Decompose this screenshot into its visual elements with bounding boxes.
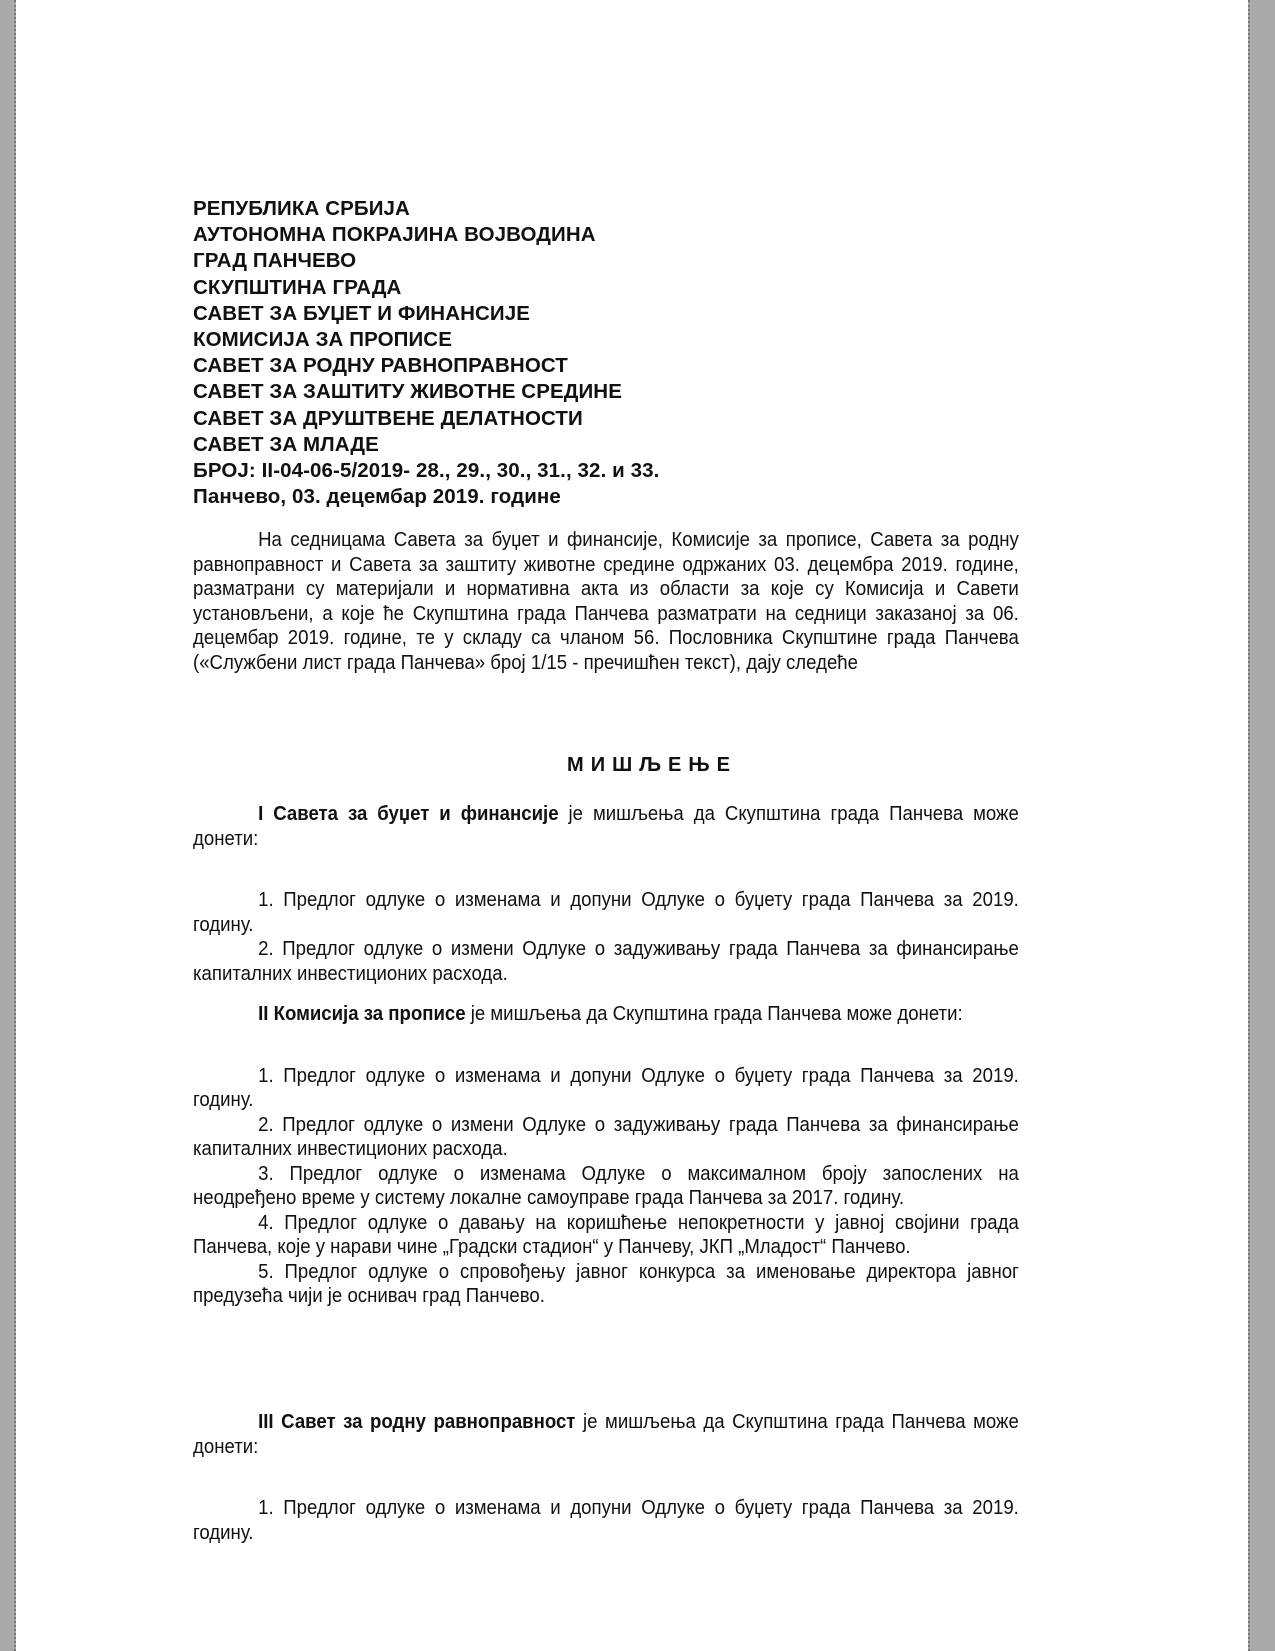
place-date: Панчево, 03. децембар 2019. године: [193, 485, 561, 509]
section-2-heading: [193, 1002, 1019, 1027]
section-3: [193, 1410, 1019, 1545]
document-header: [193, 196, 659, 510]
header-social-council: САВЕТ ЗА ДРУШТВЕНЕ ДЕЛАТНОСТИ: [193, 406, 583, 430]
header-city: ГРАД ПАНЧЕВО: [193, 249, 357, 273]
intro-paragraph: На седницама Савета за буџет и финансије, Комисије за прописе, Савета за родну равноправност и Савета за заштиту животне средине одржаних 03. децембра 2019. године, разматрани су материјали и нормативна акта из области за које су Комисија и Савети установљени, а које ће Скупштина града Панчева разматрати на седници заказаној за 06. децембар 2019. године, те у складу са чланом 56. Пословника Скупштине града Панчева («Службени лист града Панчева» број 1/15 - пречишћен текст), дају следеће: [193, 529, 1019, 674]
header-youth-council: САВЕТ ЗА МЛАДЕ: [193, 432, 379, 456]
scan-edge-right: [1248, 0, 1275, 1651]
header-assembly: СКУПШТИНА ГРАДА: [193, 275, 402, 299]
section-1-item-2: 2. Предлог одлуке о измени Одлуке о задуживању града Панчева за финансирање капиталних инвестиционих расхода.: [193, 938, 1019, 985]
section-2-numeral: II: [258, 1003, 269, 1025]
section-2-body-name: Комисија за прописе: [273, 1003, 466, 1025]
section-1-body-name: Савета за буџет и финансије: [273, 803, 559, 825]
section-2-item-2: 2. Предлог одлуке о измени Одлуке о задуживању града Панчева за финансирање капиталних инвестиционих расхода.: [193, 1113, 1019, 1160]
header-province: АУТОНОМНА ПОКРАЈИНА ВОЈВОДИНА: [193, 223, 596, 247]
section-2-item-3: 3. Предлог одлуке о изменама Одлуке о максималном броју запослених на неодређено време у систему локалне самоуправе града Панчева за 2017. годину.: [193, 1162, 1019, 1209]
section-1: [193, 802, 1019, 986]
section-2-opinion: је мишљења да Скупштина града Панчева може донети:: [465, 1003, 963, 1025]
section-2-item-5: 5. Предлог одлуке о спровођењу јавног конкурса за именовање директора јавног предузећа чији је оснивач град Панчево.: [193, 1260, 1019, 1307]
section-3-opinion: је мишљења да Скупштина града Панчева може донети:: [193, 1411, 1019, 1458]
document-title: МИШЉЕЊЕ: [567, 754, 737, 776]
section-3-heading: [193, 1410, 1019, 1459]
section-2: [193, 1002, 1019, 1309]
header-budget-council: САВЕТ ЗА БУЏЕТ И ФИНАНСИЈЕ: [193, 301, 531, 325]
header-regulations-commission: КОМИСИЈА ЗА ПРОПИСЕ: [193, 328, 452, 352]
section-3-item-1: 1. Предлог одлуке о изменама и допуни Одлуке о буџету града Панчева за 2019. годину.: [193, 1497, 1019, 1544]
header-gender-council: САВЕТ ЗА РОДНУ РАВНОПРАВНОСТ: [193, 354, 568, 378]
section-1-item-1: 1. Предлог одлуке о изменама и допуни Одлуке о буџету града Панчева за 2019. годину.: [193, 889, 1019, 936]
header-environment-council: САВЕТ ЗА ЗАШТИТУ ЖИВОТНЕ СРЕДИНЕ: [193, 380, 622, 404]
section-3-numeral: III: [258, 1411, 274, 1433]
reference-number: БРОЈ: II-04-06-5/2019- 28., 29., 30., 31., 32. и 33.: [193, 459, 660, 483]
section-1-numeral: I: [258, 803, 264, 825]
section-2-item-4: 4. Предлог одлуке о давању на коришћење непокретности у јавној својини града Панчева, које у нарави чине „Градски стадион“ у Панчеву, ЈКП „Младост“ Панчево.: [193, 1211, 1019, 1258]
section-3-body-name: Савет за родну равноправност: [281, 1411, 576, 1433]
scan-edge-left: [0, 0, 16, 1651]
header-republic: РЕПУБЛИКА СРБИЈА: [193, 197, 410, 220]
section-1-heading: [193, 802, 1019, 851]
intro-paragraph-block: [193, 528, 1019, 675]
document-page: [16, 0, 1248, 1651]
section-2-item-1: 1. Предлог одлуке о изменама и допуни Одлуке о буџету града Панчева за 2019. годину.: [193, 1064, 1019, 1111]
section-1-opinion: је мишљења да Скупштина града Панчева може донети:: [193, 803, 1019, 850]
